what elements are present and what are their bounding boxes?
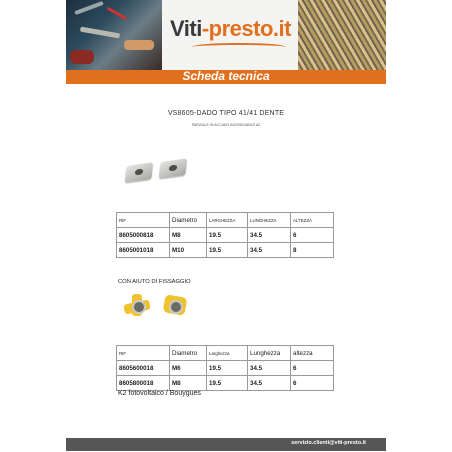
table-cell: 34.5 bbox=[248, 228, 291, 243]
product-image bbox=[122, 158, 192, 184]
table-cell: 6 bbox=[291, 376, 334, 391]
header-cell: Diametro bbox=[170, 213, 207, 228]
table-cell: 34.5 bbox=[248, 376, 291, 391]
header-cell: altezza bbox=[291, 346, 334, 361]
brand-logo[interactable] bbox=[170, 16, 291, 42]
table-cell: 19.5 bbox=[207, 361, 248, 376]
brand-main: Viti bbox=[170, 16, 202, 41]
table-cell: 8605600018 bbox=[117, 361, 170, 376]
screws-photo bbox=[298, 0, 386, 70]
table-cell: 19.5 bbox=[207, 376, 248, 391]
header-cell: RIF bbox=[117, 346, 170, 361]
table-cell: 19.5 bbox=[207, 243, 248, 258]
table-row bbox=[117, 228, 334, 243]
brand-accent: -presto.it bbox=[201, 16, 291, 41]
table-cell: M8 bbox=[170, 376, 207, 391]
table-cell: 8605001018 bbox=[117, 243, 170, 258]
spec-table-2 bbox=[116, 345, 334, 391]
table-cell: 19.5 bbox=[207, 228, 248, 243]
header-cell: Lunghezza bbox=[248, 346, 291, 361]
table-cell: M8 bbox=[170, 228, 207, 243]
table-row bbox=[117, 376, 334, 391]
header-cell: LARGHEZZA bbox=[207, 213, 248, 228]
header-cell: ALTEZZA bbox=[291, 213, 334, 228]
brand-swoosh bbox=[192, 43, 286, 51]
header-cell: Larghezza bbox=[207, 346, 248, 361]
header-cell: LUNGHEZZA bbox=[248, 213, 291, 228]
nut-image bbox=[125, 162, 153, 182]
table-cell: 34.5 bbox=[248, 361, 291, 376]
product-title: VS8605-DADO TIPO 41/41 DENTE bbox=[167, 110, 285, 117]
table-cell: 6 bbox=[291, 361, 334, 376]
table-cell: 6 bbox=[291, 228, 334, 243]
table-row bbox=[117, 361, 334, 376]
table-cell: 8605800018 bbox=[117, 376, 170, 391]
datasheet-page bbox=[66, 0, 386, 452]
section-banner bbox=[66, 70, 386, 84]
table-cell: M10 bbox=[170, 243, 207, 258]
table-header-row bbox=[117, 213, 334, 228]
table-cell: 8 bbox=[291, 243, 334, 258]
contact-email-link[interactable]: servizio.clienti@viti-presto.it bbox=[291, 440, 366, 446]
fixing-note: CON AIUTO DI FISSAGGIO bbox=[118, 279, 191, 285]
spec-table-1 bbox=[116, 212, 334, 258]
table-cell: 34.5 bbox=[248, 243, 291, 258]
table-cell: M6 bbox=[170, 361, 207, 376]
clip-image bbox=[162, 292, 188, 318]
header-cell: Diametro bbox=[170, 346, 207, 361]
table-header-row bbox=[117, 346, 334, 361]
header-cell: RIF bbox=[117, 213, 170, 228]
clip-image bbox=[124, 294, 150, 320]
table-cell: 8605000818 bbox=[117, 228, 170, 243]
application-note: K2 fotovoltaico / Bouygues bbox=[118, 390, 201, 397]
banner-title: Scheda tecnica bbox=[182, 69, 270, 83]
fixing-clip-image bbox=[122, 292, 198, 320]
header bbox=[66, 0, 386, 70]
table-row bbox=[117, 243, 334, 258]
nut-image bbox=[159, 158, 187, 178]
product-subtitle: PARZIALE IN ACCIAIO INOSSIDABILE A2 bbox=[191, 123, 261, 127]
footer-bar bbox=[66, 438, 386, 451]
tools-photo bbox=[66, 0, 162, 70]
